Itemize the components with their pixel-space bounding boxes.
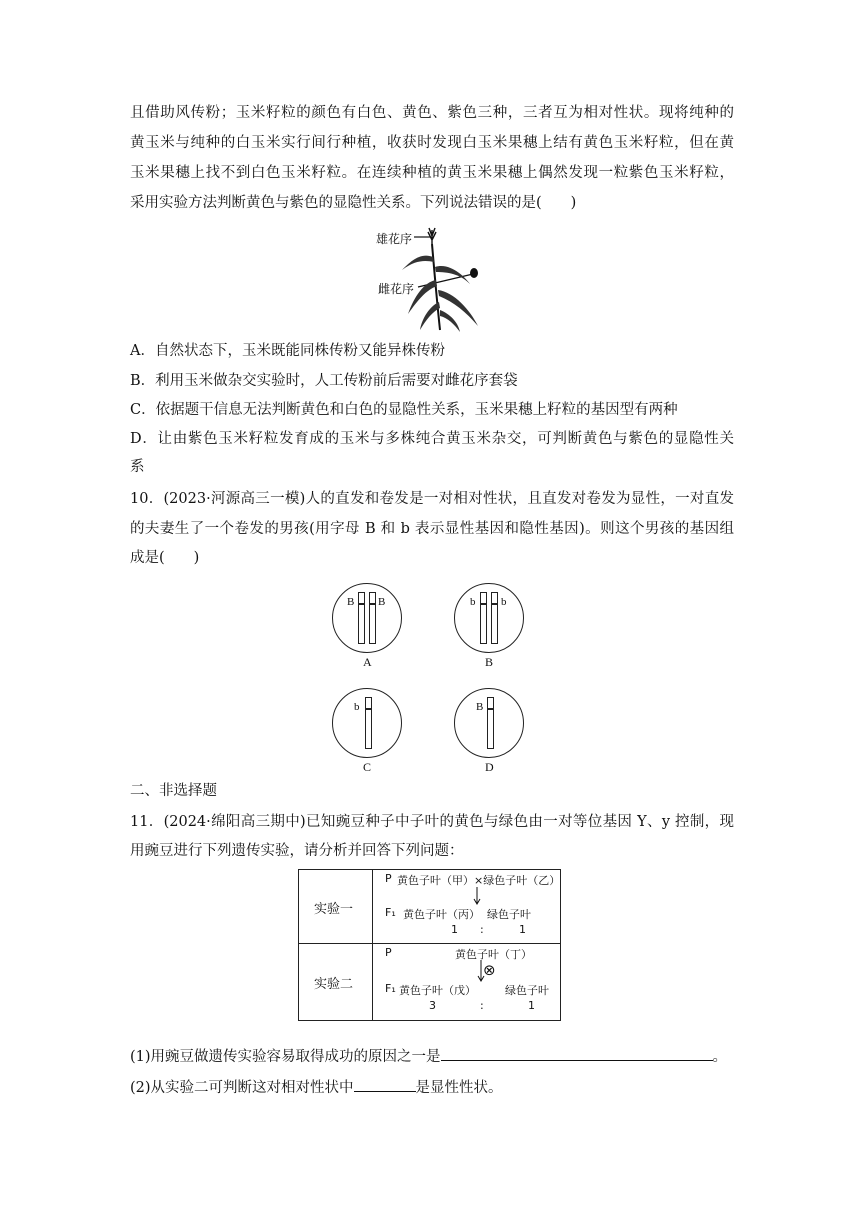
exp1-f1-yellow: 黄色子叶（丙） — [403, 908, 480, 921]
allele-label: b — [501, 596, 507, 608]
q11-line-2: 用豌豆进行下列遗传实验，请分析并回答下列问题： — [130, 843, 464, 859]
answer-blank-1[interactable] — [441, 1046, 713, 1061]
intro-line-2: 黄玉米与纯种的白玉米实行间行种植，收获时发现白玉米果穗上结有黄色玉米籽粒，但在黄 — [130, 135, 734, 151]
chromosome — [358, 592, 365, 644]
intro-line-4: 采用实验方法判断黄色与紫色的显隐性关系。下列说法错误的是( ) — [130, 195, 577, 211]
exp2-f1-green: 绿色子叶 — [505, 984, 549, 997]
exp2-ratio-right: 1 — [528, 999, 535, 1012]
allele-label: B — [476, 701, 484, 713]
exp1-p-label: P — [385, 872, 392, 885]
corn-plant-figure — [370, 222, 500, 334]
cell-letter: C — [363, 760, 372, 774]
down-arrow-icon — [473, 887, 481, 905]
allele-label: B — [378, 596, 386, 608]
female-inflorescence-label: 雌花序 — [378, 282, 415, 296]
exp1-ratio-colon: : — [480, 923, 484, 936]
sub-question-1-end: 。 — [712, 1049, 728, 1065]
allele-label: b — [470, 596, 476, 608]
exp2-ratio-left: 3 — [429, 999, 436, 1012]
cell-circle — [454, 583, 524, 653]
answer-blank-2[interactable] — [354, 1077, 416, 1092]
cell-circle — [332, 583, 402, 653]
exp2-ratio-colon: : — [480, 999, 484, 1012]
male-inflorescence-label: 雄花序 — [376, 232, 413, 246]
sub-question-2-text: (2)从实验二可判断这对相对性状中 — [130, 1080, 354, 1096]
chromosome — [487, 697, 494, 749]
cell-option-b — [454, 583, 534, 669]
option-a: A．自然状态下，玉米既能同株传粉又能异株传粉 — [130, 343, 445, 359]
corn-plant-drawing — [370, 222, 500, 334]
cell-option-a — [332, 583, 412, 669]
exp1-parent-cross: 黄色子叶（甲）×绿色子叶（乙） — [397, 874, 561, 887]
q11-line-1: 11．(2024·绵阳高三期中)已知豌豆种子中子叶的黄色与绿色由一对等位基因 Y、y 控制，现 — [130, 814, 734, 830]
option-b: B．利用玉米做杂交实验时，人工传粉前后需要对雌花序套袋 — [130, 373, 518, 389]
experiment-table — [298, 869, 561, 1021]
option-c: C．依据题干信息无法判断黄色和白色的显隐性关系，玉米果穗上籽粒的基因型有两种 — [130, 402, 678, 418]
sub-question-1 — [130, 1046, 727, 1067]
chromosome — [365, 697, 372, 749]
exp1-content-cell — [373, 870, 561, 944]
cell-letter: D — [485, 760, 494, 774]
cell-option-c — [332, 688, 412, 774]
cell-option-d — [454, 688, 534, 774]
option-d-line-2: 系 — [130, 459, 145, 475]
q10-line-2: 的夫妻生了一个卷发的男孩(用字母 B 和 b 表示显性基因和隐性基因)。则这个男孩的基因组 — [130, 521, 734, 537]
exp2-content-cell — [373, 944, 561, 1021]
exp1-f1-green: 绿色子叶 — [487, 908, 531, 921]
exp1-ratio-right: 1 — [519, 923, 526, 936]
exp2-f1-yellow: 黄色子叶（戊） — [399, 984, 476, 997]
allele-label: B — [347, 596, 355, 608]
sub-question-2-end: 是显性性状。 — [415, 1080, 503, 1096]
exp1-ratio-left: 1 — [451, 923, 458, 936]
q10-line-3: 成是( ) — [130, 550, 200, 566]
chromosome — [480, 592, 487, 644]
option-d-line-1: D．让由紫色玉米籽粒发育成的玉米与多株纯合黄玉米杂交，可判断黄色与紫色的显隐性关 — [130, 431, 734, 447]
chromosome — [369, 592, 376, 644]
sub-question-1-text: (1)用豌豆做遗传实验容易取得成功的原因之一是 — [130, 1049, 441, 1065]
exp1-name-cell — [299, 870, 373, 944]
exp2-name-cell — [299, 944, 373, 1021]
exp2-parent: 黄色子叶（丁） — [455, 948, 532, 961]
exp1-name: 实验一 — [314, 902, 354, 917]
exp2-f1-label: F₁ — [385, 982, 396, 995]
section-heading: 二、非选择题 — [130, 783, 217, 799]
exp2-name: 实验二 — [314, 977, 354, 992]
intro-line-3: 玉米果穗上找不到白色玉米籽粒。在连续种植的黄玉米果穗上偶然发现一粒紫色玉米籽粒， — [130, 165, 734, 181]
cell-letter: A — [363, 655, 372, 669]
sub-question-2 — [130, 1077, 503, 1098]
cell-letter: B — [485, 655, 494, 669]
allele-label: b — [354, 701, 360, 713]
exp2-p-label: P — [385, 946, 392, 959]
q10-line-1: 10．(2023·河源高三一模)人的直发和卷发是一对相对性状，且直发对卷发为显性，一对直发 — [130, 491, 734, 507]
chromosome — [491, 592, 498, 644]
self-pollination-symbol: ⊗ — [483, 961, 496, 979]
exp1-f1-label: F₁ — [385, 906, 396, 919]
intro-line-1: 且借助风传粉；玉米籽粒的颜色有白色、黄色、紫色三种，三者互为相对性状。现将纯种的 — [130, 105, 734, 121]
